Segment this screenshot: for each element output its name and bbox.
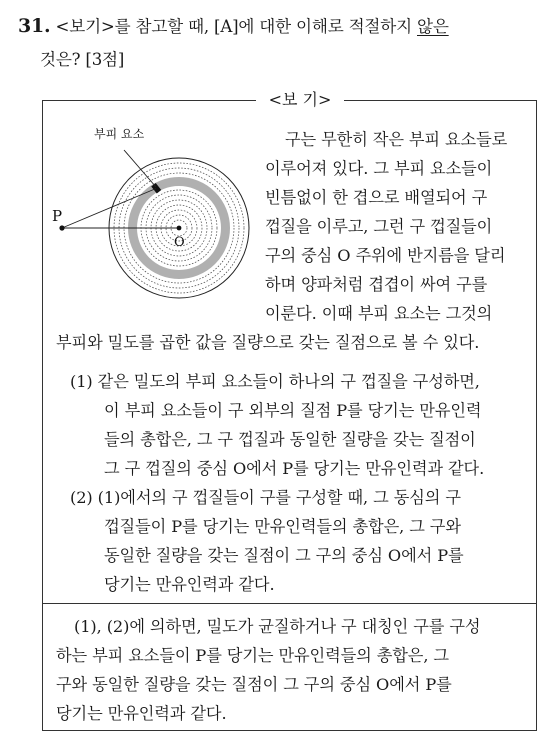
question-number: 31.: [18, 15, 51, 37]
item-1-line: 들의 총합은, 그 구 껍질과 동일한 질량을 갖는 질점이: [104, 430, 476, 449]
label-volume-element: 부피 요소: [94, 127, 145, 141]
question-text: <보기>를 참고할 때, [A]에 대한 이해로 적절하지: [55, 17, 412, 36]
item-1-line: (1) 같은 밀도의 부피 요소들이 하나의 구 껍질을 구성하면,: [70, 372, 480, 391]
label-o: O: [174, 235, 185, 250]
reference-box-title: <보 기>: [256, 89, 344, 111]
item-2-line: 동일한 질량을 갖는 질점이 그 구의 중심 O에서 P를: [104, 546, 464, 565]
item-2-line: 당기는 만유인력과 같다.: [104, 575, 275, 594]
question-line-2: 것은? [3점]: [40, 50, 125, 69]
intro-line: 이룬다. 이때 부피 요소는 그것의: [265, 304, 493, 323]
conclusion-line: 하는 부피 요소들이 P를 당기는 만유인력들의 총합은, 그: [56, 646, 449, 665]
intro-line: 이루어져 있다. 그 부피 요소들이: [265, 159, 493, 178]
intro-line: 부피와 밀도를 곱한 값을 질량으로 갖는 질점으로 볼 수 있다.: [56, 333, 480, 352]
section-divider: [42, 603, 537, 604]
question-emphasis: 않은: [417, 17, 449, 36]
item-1-line: 이 부피 요소들이 구 외부의 질점 P를 당기는 만유인력: [104, 401, 482, 420]
item-2-line: (2) (1)에서의 구 껍질들이 구를 구성할 때, 그 동심의 구: [70, 488, 461, 507]
conclusion-line: 구와 동일한 질량을 갖는 질점이 그 구의 중심 O에서 P를: [56, 675, 452, 694]
item-1-line: 그 구 껍질의 중심 O에서 P를 당기는 만유인력과 같다.: [104, 459, 485, 478]
point-o: [177, 226, 182, 231]
intro-line: 하며 양파처럼 겹겹이 싸여 구를: [265, 275, 488, 294]
item-2-line: 껍질들이 P를 당기는 만유인력들의 총합은, 그 구와: [104, 517, 461, 536]
intro-line: 빈틈없이 한 겹으로 배열되어 구: [265, 188, 488, 207]
label-p: P: [52, 207, 63, 225]
intro-line: 구는 무한히 작은 부피 요소들로: [285, 130, 508, 149]
question-line-1: [18, 13, 449, 37]
leader-line: [124, 150, 156, 187]
conclusion-line: (1), (2)에 의하면, 밀도가 균질하거나 구 대칭인 구를 구성: [74, 617, 481, 636]
sphere-figure: [50, 120, 265, 305]
conclusion-line: 당기는 만유인력과 같다.: [56, 704, 227, 723]
intro-line: 껍질을 이루고, 그런 구 껍질들이: [265, 217, 493, 236]
intro-line: 구의 중심 O 주위에 반지름을 달리: [265, 246, 506, 265]
point-p: [59, 225, 64, 230]
